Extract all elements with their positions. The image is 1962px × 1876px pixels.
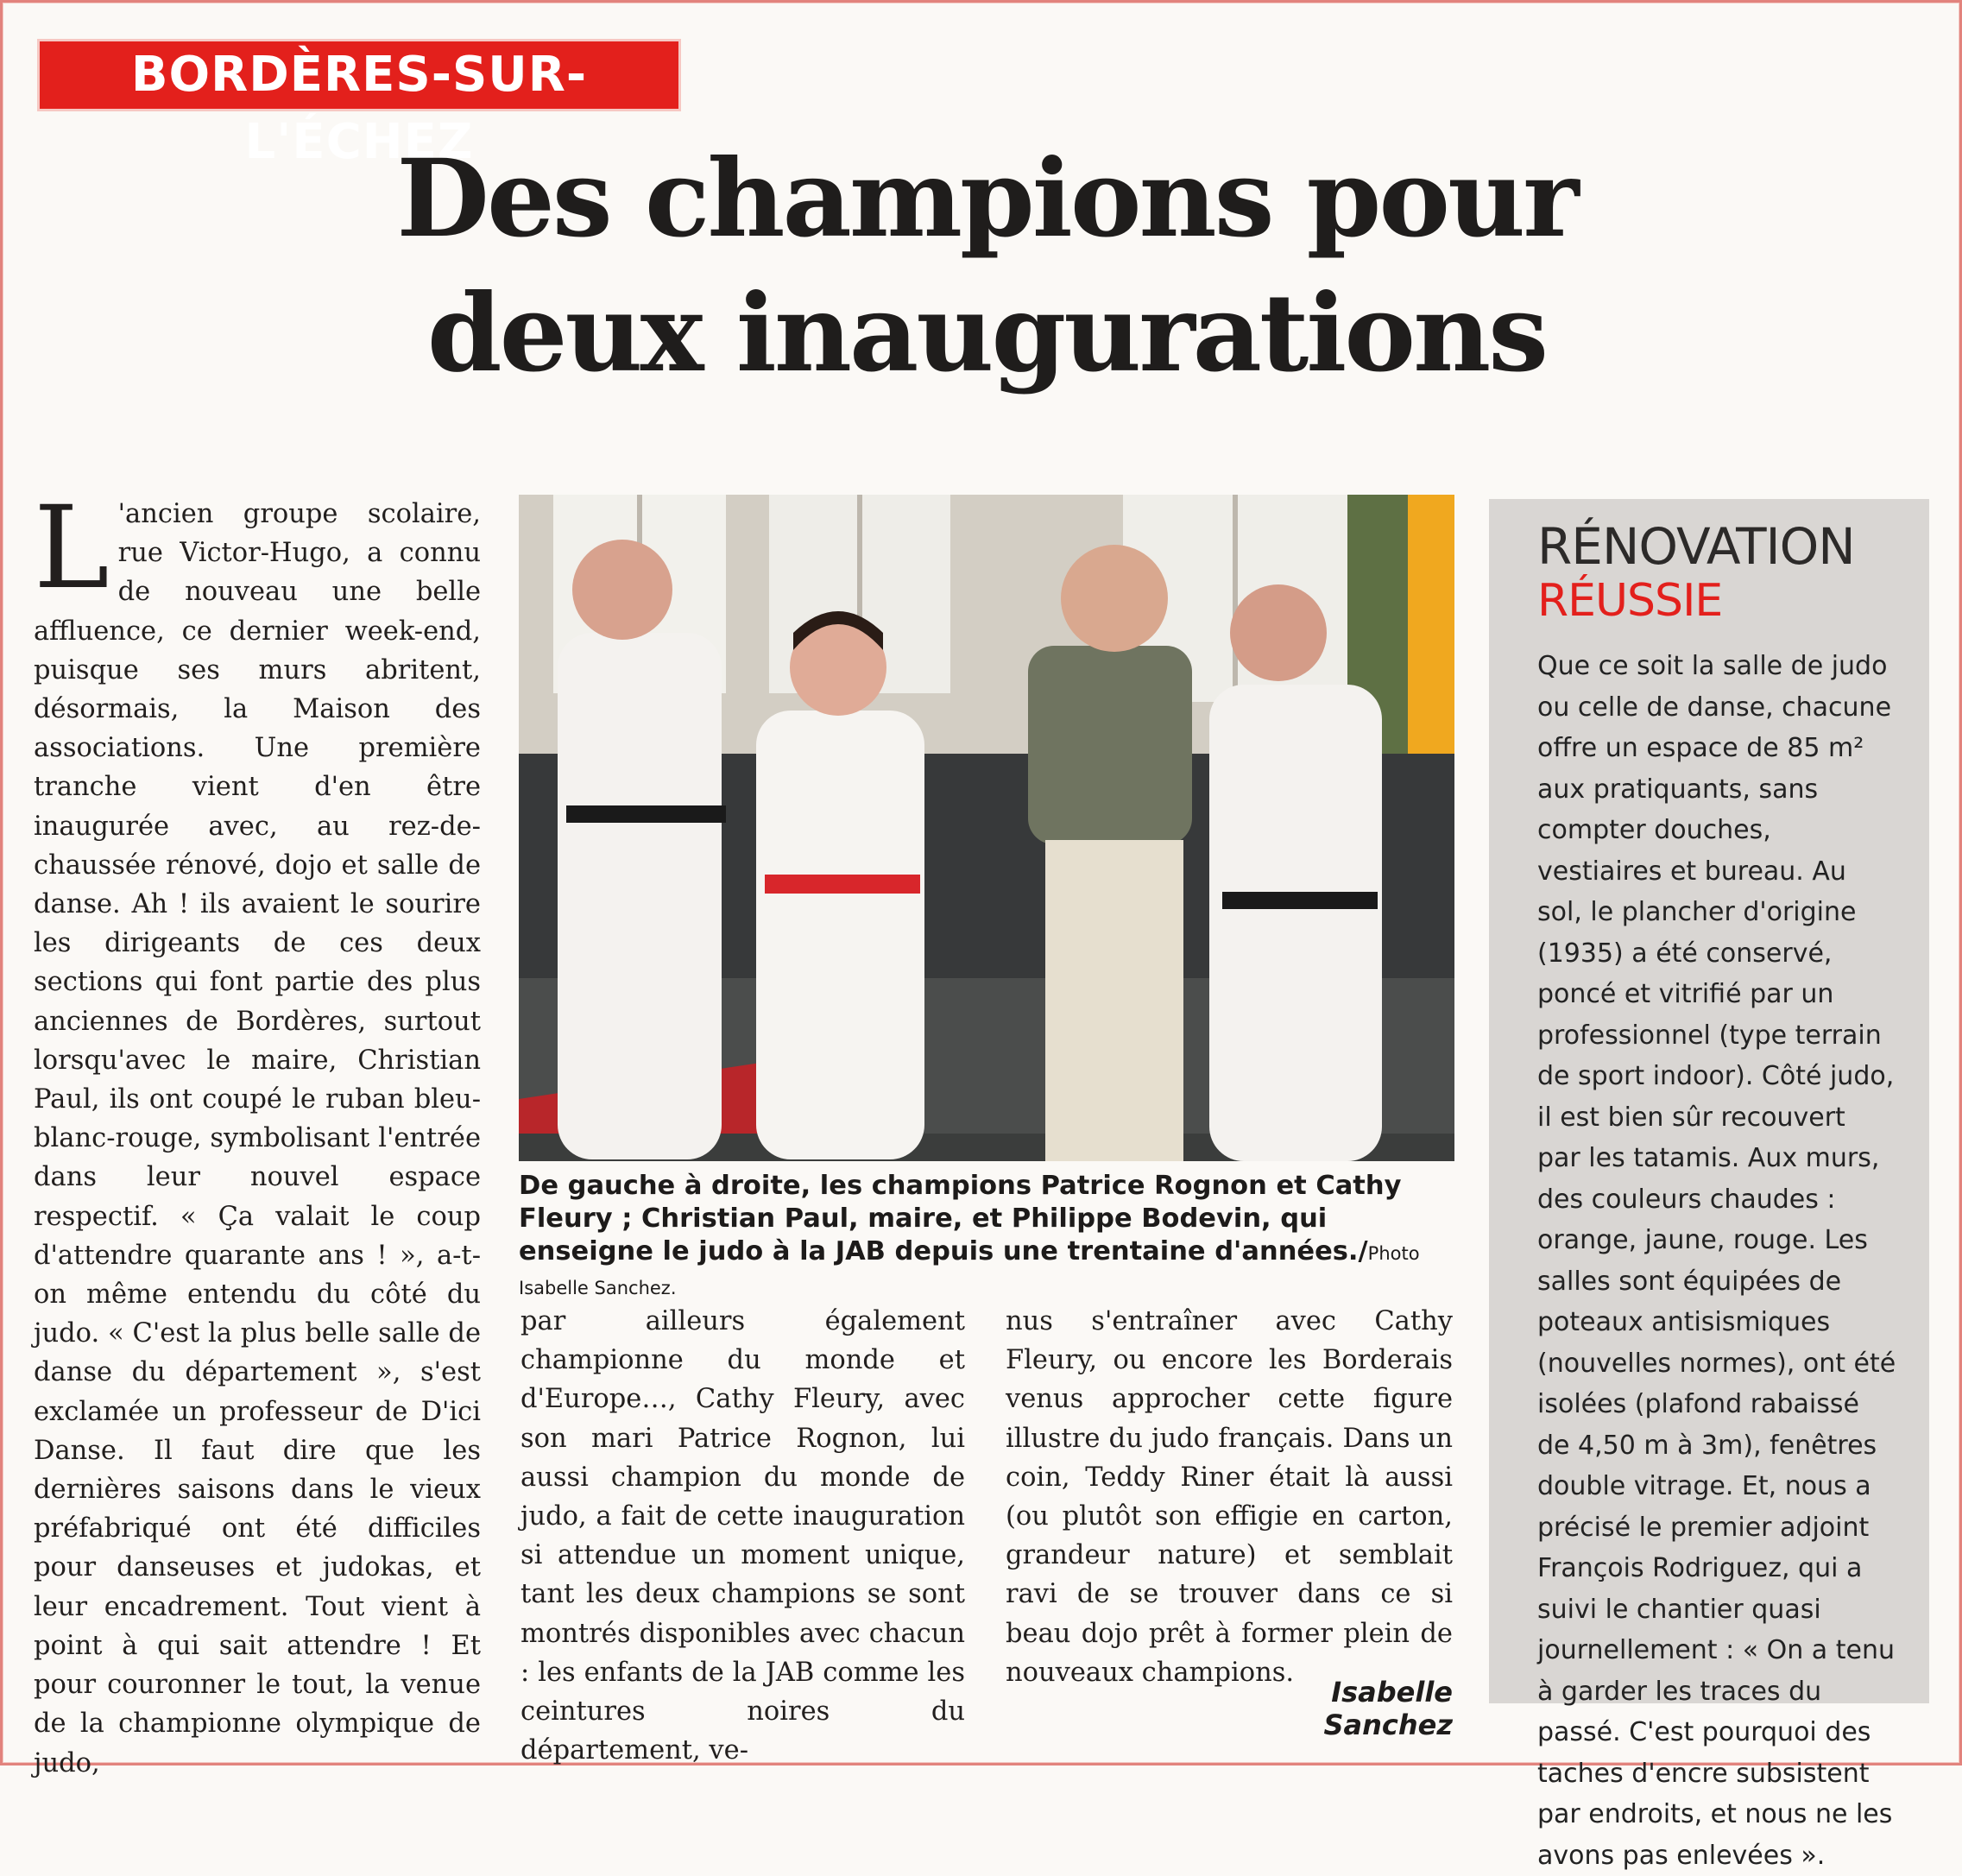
author-signature: Isabelle Sanchez [1323, 1676, 1453, 1741]
caption-text: De gauche à droite, les champions Patrice Rognon et Cathy Fleury ; Christian Paul, maire, et Philippe Bodevin, qui enseigne le judo à la JAB depuis une trentaine d'années./ [519, 1171, 1402, 1266]
photo-caption [519, 1170, 1460, 1304]
photo-credit: Photo Isabelle Sanchez. [519, 1243, 1420, 1298]
sidebar-title: RÉNOVATION [1537, 517, 1855, 576]
judo-group-photo [519, 495, 1454, 1161]
headline: Des champions pour deux inaugurations [396, 136, 1577, 396]
article-column-1-text: 'ancien groupe scolaire, rue Victor-Hugo, a connu de nouveau une belle affluence, ce dernier week-end, puisque ses murs abritent, désormais, la Maison des associations. Une première tranche vient d'en être inaugurée avec, au rez-de-chaussée rénové, dojo et salle de danse. Ah ! ils avaient le sourire les dirigeants de ces deux sections qui font partie des plus anciennes de Bordères, surtout lorsqu'avec le maire, Christian Paul, ils ont coupé le ruban bleu-blanc-rouge, symbolisant l'entrée dans leur nouvel espace respectif. « Ça valait le coup d'attendre quarante ans ! », a-t-on même entendu du côté du judo. « C'est la plus belle salle de danse du département », s'est exclamée un professeur de D'ici Danse. Il faut dire que les dernières saisons dans le vieux préfabriqué ont été difficiles pour danseuses et judokas, et leur encadrement. Tout vient à point à qui sait attendre ! Et pour couronner le tout, la venue de la championne olympique de judo, [34, 499, 481, 1778]
section-tag: BORDÈRES-SUR-L'ÉCHEZ [37, 39, 681, 111]
sidebar-subtitle: RÉUSSIE [1537, 575, 1723, 627]
sidebar-box [1489, 499, 1929, 1871]
article-photo [519, 495, 1454, 1161]
article-column-2: par ailleurs également championne du monde et d'Europe…, Cathy Fleury, avec son mari Patrice Rognon, lui aussi champion du monde de judo, a fait de cette inauguration si attendue un moment unique, tant les deux champions se sont montrés disponibles avec chacun : les enfants de la JAB comme les ceintures noires du département, ve- [520, 1306, 965, 1766]
article-column-1 [34, 482, 481, 1783]
drop-cap: L [34, 482, 110, 615]
sidebar-body: Que ce soit la salle de judo ou celle de danse, chacune offre un espace de 85 m² aux pratiquants, sans compter douches, vestiaires et bureau. Au sol, le plancher d'origine (1935) a été conservé, poncé et vitrifié par un professionnel (type terrain de sport indoor). Côté judo, il est bien sûr recouvert par les tatamis. Aux murs, des couleurs chaudes : orange, jaune, rouge. Les salles sont équipées de poteaux antisismiques (nouvelles normes), ont été isolées (plafond rabaissé de 4,50 m à 3m), fenêtres double vitrage. Et, nous a précisé le premier adjoint François Rodriguez, qui a suivi le chantier quasi journellement : « On a tenu à garder les traces du passé. C'est pourquoi des taches d'encre subsistent par endroits, et nous ne les avons pas enlevées ». [1537, 651, 1896, 1871]
article-column-3: nus s'entraîner avec Cathy Fleury, ou encore les Borderais venus approcher cette figure illustre du judo français. Dans un coin, Teddy Riner était là aussi (ou plutôt son effigie en carton, grandeur nature) et semblait ravi de se trouver dans ce si beau dojo prêt à former plein de nouveaux champions. [1006, 1306, 1453, 1688]
